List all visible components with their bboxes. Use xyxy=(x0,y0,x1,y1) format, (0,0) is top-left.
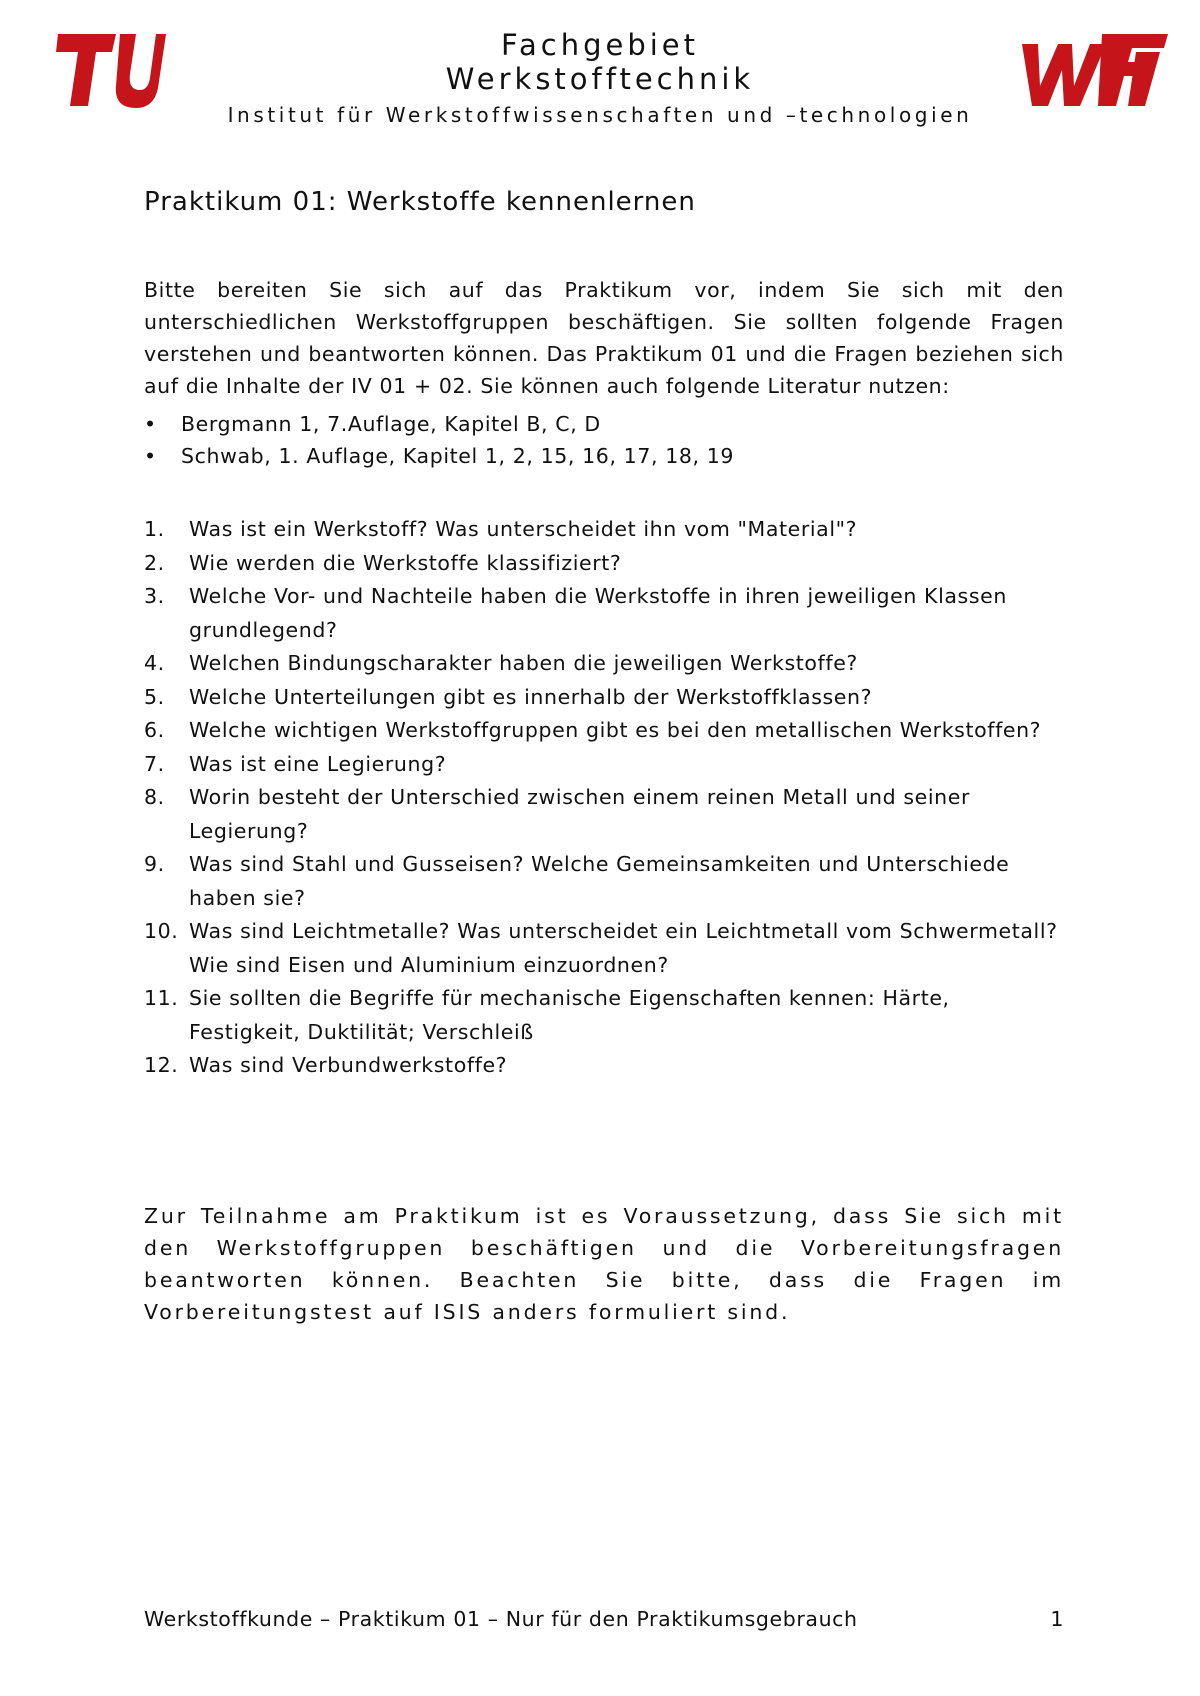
question-item xyxy=(144,915,1064,982)
question-number: 8. xyxy=(144,785,165,809)
question-item xyxy=(144,748,1064,782)
question-text: Sie sollten die Begriffe für mechanische Eigenschaften kennen: Härte, Festigkeit, Duktilität; Verschleiß xyxy=(189,986,950,1044)
question-item xyxy=(144,1049,1064,1083)
question-item xyxy=(144,781,1064,848)
footer-text: Werkstoffkunde – Praktikum 01 – Nur für den Praktikumsgebrauch xyxy=(144,1607,858,1631)
question-text: Worin besteht der Unterschied zwischen einem reinen Metall und seiner Legierung? xyxy=(189,785,971,843)
question-item xyxy=(144,547,1064,581)
header-institute: Institut für Werkstoffwissenschaften und –technologien xyxy=(227,103,973,127)
header-department-name: Werkstofftechnik xyxy=(445,62,755,96)
question-text: Welche Unterteilungen gibt es innerhalb der Werkstoffklassen? xyxy=(189,684,873,709)
question-text: Welche Vor- und Nachteile haben die Werkstoffe in ihren jeweiligen Klassen grundlegend? xyxy=(189,584,1007,642)
question-number: 12. xyxy=(144,1053,179,1077)
header-department: Fachgebiet xyxy=(500,28,700,62)
question-number: 11. xyxy=(144,986,179,1010)
question-number: 9. xyxy=(144,852,165,876)
question-number: 3. xyxy=(144,584,165,608)
question-item xyxy=(144,580,1064,647)
question-number: 5. xyxy=(144,684,165,709)
question-item xyxy=(144,647,1064,681)
reference-list xyxy=(144,408,1064,472)
question-item xyxy=(144,714,1064,748)
reference-item: • Schwab, 1. Auflage, Kapitel 1, 2, 15, 16, 17, 18, 19 xyxy=(144,440,1064,472)
question-number: 2. xyxy=(144,550,165,575)
document-header xyxy=(0,28,1200,127)
reference-item: • Bergmann 1, 7.Auflage, Kapitel B, C, D xyxy=(144,408,1064,440)
question-item xyxy=(144,681,1064,715)
question-list xyxy=(144,513,1064,1083)
question-number: 6. xyxy=(144,718,165,742)
page-footer xyxy=(144,1607,1064,1631)
intro-paragraph: Bitte bereiten Sie sich auf das Praktikum vor, indem Sie sich mit den unterschiedlichen Werkstoffgruppen beschäftigen. Sie sollten folgende Fragen verstehen und beantworten können. Das Praktikum 01 und die Fragen beziehen sich auf die Inhalte der IV 01 + 02. Sie können auch folgende Literatur nutzen: xyxy=(144,278,1064,398)
question-text: Was sind Leichtmetalle? Was unterscheidet ein Leichtmetall vom Schwermetall? Wie sind Eisen und Aluminium einzuordnen? xyxy=(189,919,1058,977)
document-title: Praktikum 01: Werkstoffe kennenlernen xyxy=(144,187,696,217)
question-number: 1. xyxy=(144,517,165,541)
question-number: 10. xyxy=(144,919,179,943)
question-item xyxy=(144,513,1064,547)
question-item xyxy=(144,982,1064,1049)
closing-paragraph: Zur Teilnahme am Praktikum ist es Voraussetzung, dass Sie sich mit den Werkstoffgruppen beschäftigen und die Vorbereitungsfragen beantworten können. Beachten Sie bitte, dass die Fragen im Vorbereitungstest auf ISIS anders formuliert sind. xyxy=(144,1204,1064,1324)
question-text: Welche wichtigen Werkstoffgruppen gibt es bei den metallischen Werkstoffen? xyxy=(189,718,1042,742)
page-number: 1 xyxy=(1050,1607,1064,1631)
question-text: Welchen Bindungscharakter haben die jeweiligen Werkstoffe? xyxy=(189,651,858,675)
logo-berlin-text: berlin xyxy=(140,34,153,66)
question-text: Was sind Verbundwerkstoffe? xyxy=(189,1053,508,1077)
question-item xyxy=(144,848,1064,915)
question-number: 4. xyxy=(144,651,165,675)
question-text: Wie werden die Werkstoffe klassifiziert? xyxy=(189,550,622,575)
question-text: Was ist eine Legierung? xyxy=(189,751,447,776)
question-number: 7. xyxy=(144,751,165,776)
question-text: Was ist ein Werkstoff? Was unterscheidet ihn vom "Material"? xyxy=(189,517,858,541)
question-text: Was sind Stahl und Gusseisen? Welche Gemeinsamkeiten und Unterschiede haben sie? xyxy=(189,852,1010,910)
